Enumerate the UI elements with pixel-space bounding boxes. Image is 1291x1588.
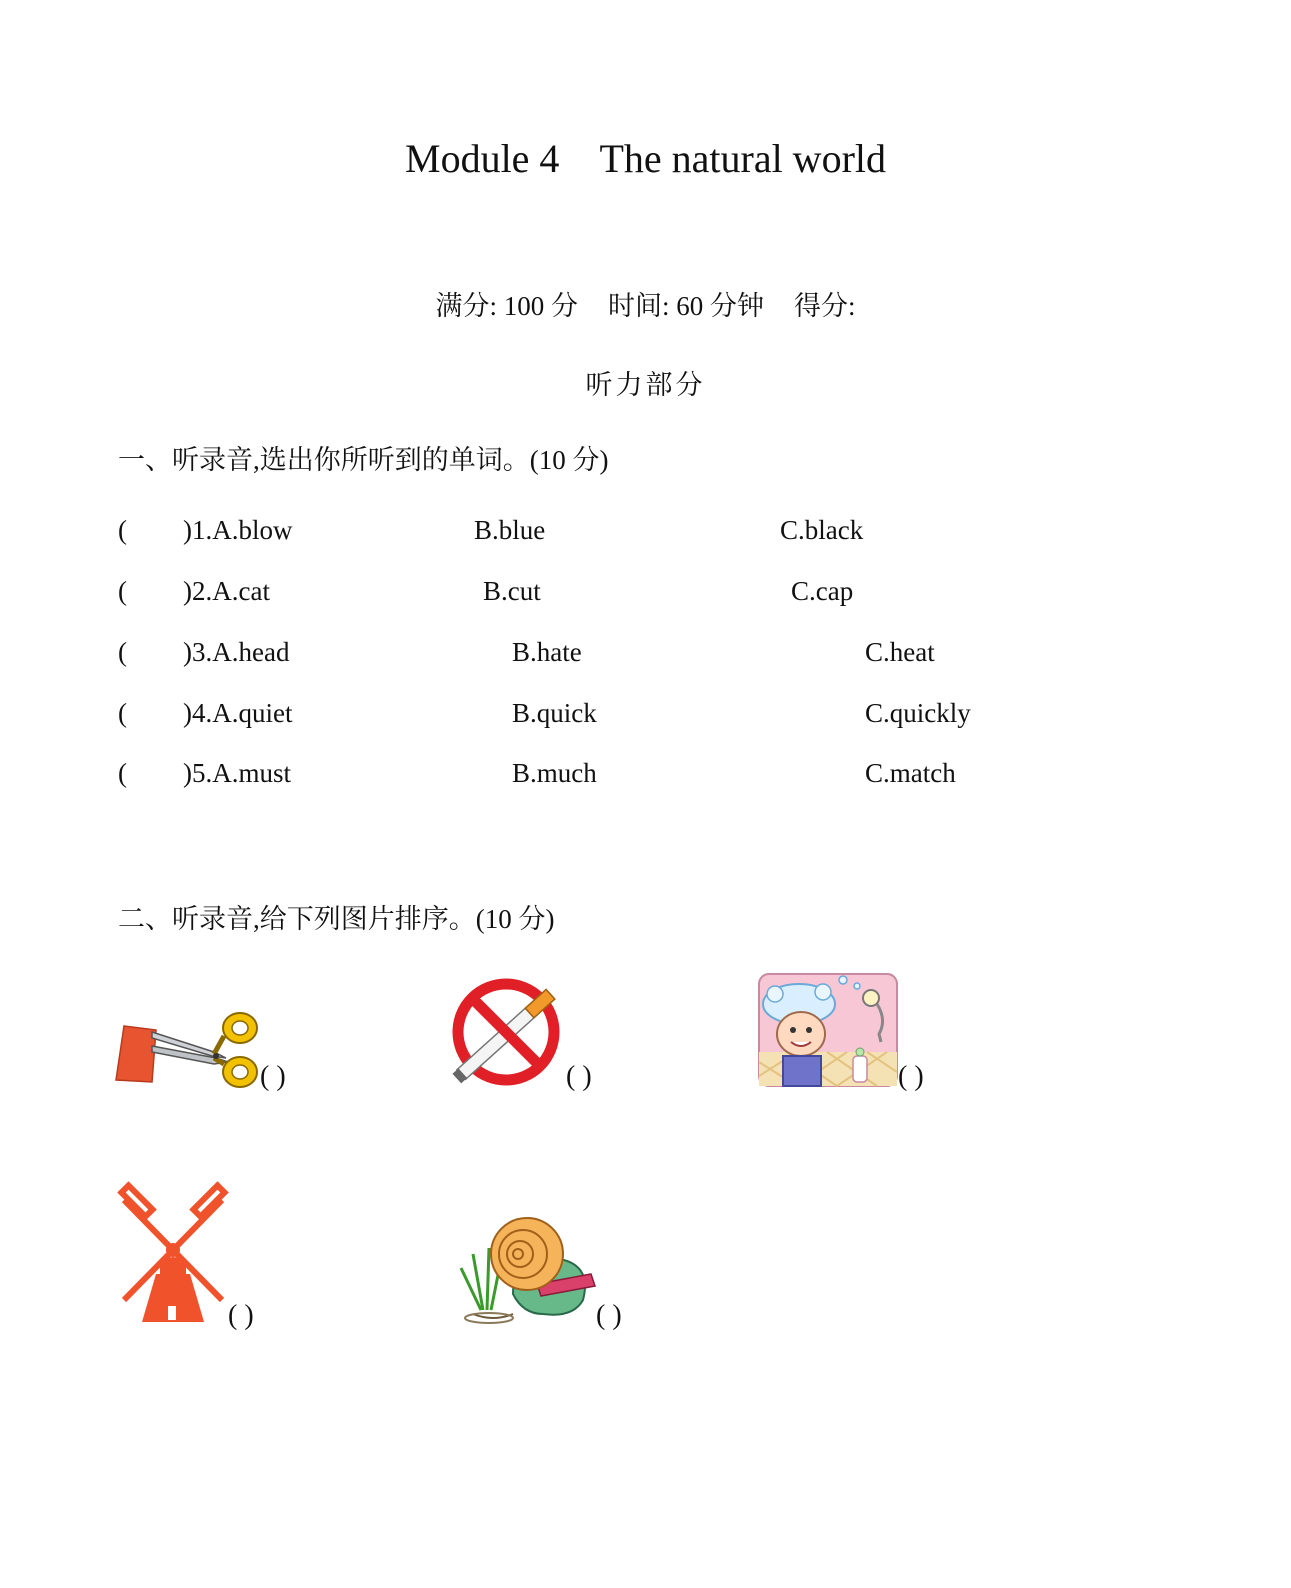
question-1-option-c: C.black <box>780 515 864 545</box>
no-smoking-icon <box>450 972 568 1088</box>
module-number: Module 4 <box>405 136 560 181</box>
picture-5-answer-blank[interactable]: ( ) <box>596 1300 622 1331</box>
full-score: 满分: 100 分 <box>435 291 578 321</box>
question-1-option-b: B.blue <box>474 515 546 545</box>
question-2-option-c: C.cap <box>791 576 854 606</box>
question-3-option-c: C.heat <box>865 637 935 667</box>
question-3-option-b: B.hate <box>512 637 582 667</box>
picture-4-answer-blank[interactable]: ( ) <box>228 1300 254 1331</box>
answer-open-paren: ( <box>118 576 127 606</box>
module-topic: The natural world <box>599 136 886 181</box>
part-title: 听力部分 <box>585 370 706 400</box>
snail-icon <box>453 1214 599 1326</box>
answer-open-paren: ( <box>118 758 127 788</box>
question-3-option-a: )3.A.head <box>183 637 290 667</box>
section2-heading: 二、听录音,给下列图片排序。(10 分) <box>118 904 555 934</box>
question-2-option-b: B.cut <box>483 576 541 606</box>
score-field: 得分: <box>794 291 856 321</box>
section1-heading: 一、听录音,选出你所听到的单词。(10 分) <box>118 445 609 475</box>
question-4-option-b: B.quick <box>512 698 597 728</box>
question-4-option-a: )4.A.quiet <box>183 698 293 728</box>
exam-meta <box>0 284 1291 323</box>
question-5-option-c: C.match <box>865 758 956 788</box>
page-title <box>0 135 1291 182</box>
answer-open-paren: ( <box>118 698 127 728</box>
picture-2-answer-blank[interactable]: ( ) <box>566 1061 592 1092</box>
answer-open-paren: ( <box>118 515 127 545</box>
child-washing-hair-icon <box>757 972 899 1088</box>
scissors-cutting-paper-icon <box>116 1006 262 1090</box>
question-4-option-c: C.quickly <box>865 698 971 728</box>
exam-time: 时间: 60 分钟 <box>607 291 764 321</box>
picture-1-answer-blank[interactable]: ( ) <box>260 1061 286 1092</box>
answer-open-paren: ( <box>118 637 127 667</box>
question-2-option-a: )2.A.cat <box>183 576 270 606</box>
windmill-icon <box>116 1194 230 1324</box>
question-1-option-a: )1.A.blow <box>183 515 293 545</box>
question-5-option-a: )5.A.must <box>183 758 291 788</box>
picture-3-answer-blank[interactable]: ( ) <box>898 1061 924 1092</box>
question-5-option-b: B.much <box>512 758 597 788</box>
